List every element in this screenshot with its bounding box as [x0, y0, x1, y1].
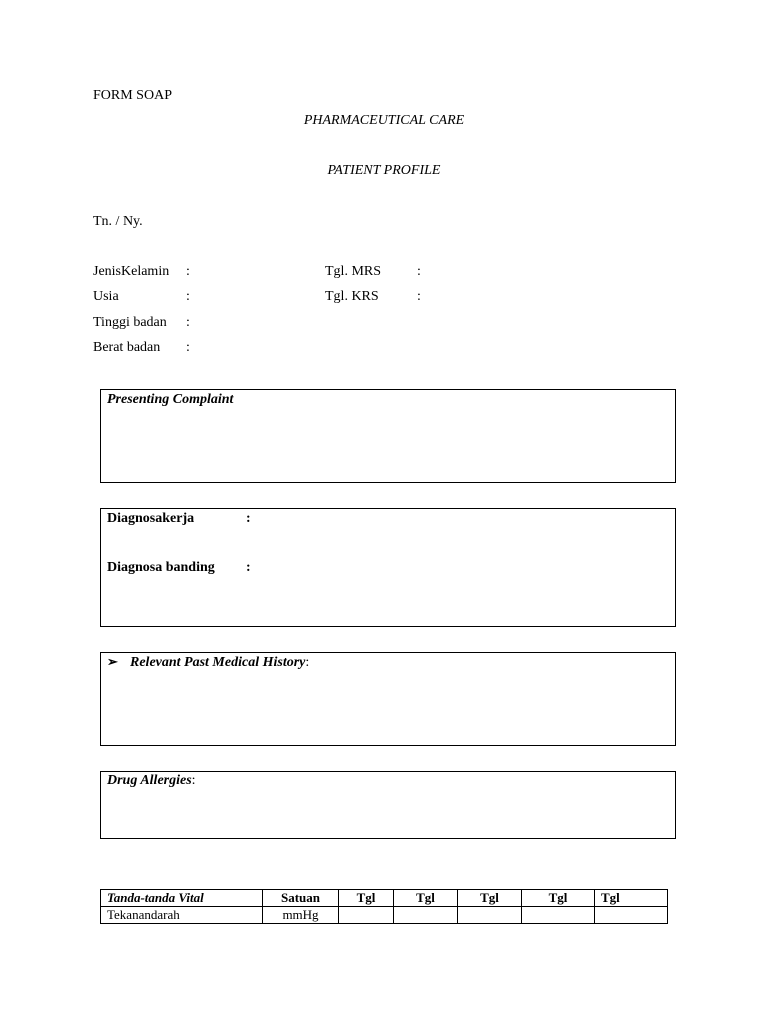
header-tgl: Tgl: [458, 890, 522, 907]
header-satuan: Satuan: [263, 890, 339, 907]
diagnosa-banding-label: Diagnosa banding: [107, 560, 215, 575]
form-title: FORM SOAP: [93, 88, 172, 103]
past-medical-history-colon: :: [305, 655, 310, 670]
subtitle: PHARMACEUTICAL CARE: [303, 113, 465, 128]
cell-unit: mmHg: [263, 907, 339, 924]
diagnosa-box: [100, 508, 676, 627]
field-berat-badan-label: Berat badan: [93, 340, 161, 355]
field-tgl-krs-label: Tgl. KRS: [325, 289, 379, 304]
diagnosa-banding-sep: :: [246, 560, 251, 575]
field-jenis-kelamin-label: JenisKelamin: [93, 264, 170, 279]
past-medical-history-label: Relevant Past Medical History: [130, 655, 306, 670]
field-tinggi-badan-label: Tinggi badan: [93, 315, 167, 330]
field-tgl-mrs-sep: :: [417, 264, 421, 279]
diagnosa-kerja-sep: :: [246, 511, 251, 526]
cell-value: [458, 907, 522, 924]
diagnosa-kerja-label: Diagnosakerja: [107, 511, 195, 526]
field-usia-sep: :: [186, 289, 190, 304]
patient-name-label: Tn. / Ny.: [93, 214, 143, 229]
cell-value: [394, 907, 458, 924]
field-berat-badan-sep: :: [186, 340, 190, 355]
table-row: [101, 907, 668, 924]
field-tgl-krs-sep: :: [417, 289, 421, 304]
drug-allergies-label: Drug Allergies: [107, 773, 192, 788]
past-medical-history-box: [100, 652, 676, 746]
field-jenis-kelamin-sep: :: [186, 264, 190, 279]
header-tgl: Tgl: [394, 890, 458, 907]
vital-signs-table: [100, 889, 668, 924]
arrow-bullet-icon: ➢: [107, 654, 118, 669]
header-tgl: Tgl: [595, 890, 668, 907]
header-tgl: Tgl: [339, 890, 394, 907]
cell-value: [339, 907, 394, 924]
cell-value: [522, 907, 595, 924]
drug-allergies-box: [100, 771, 676, 839]
cell-vital-name: Tekanandarah: [101, 907, 263, 924]
presenting-complaint-box: [100, 389, 676, 483]
section-title: PATIENT PROFILE: [327, 163, 441, 178]
field-tgl-mrs-label: Tgl. MRS: [325, 264, 382, 279]
header-tanda-vital: Tanda-tanda Vital: [101, 890, 263, 907]
field-tinggi-badan-sep: :: [186, 315, 190, 330]
drug-allergies-colon: :: [191, 773, 196, 788]
cell-value: [595, 907, 668, 924]
table-header-row: [101, 890, 668, 907]
field-usia-label: Usia: [93, 289, 119, 304]
presenting-complaint-label: Presenting Complaint: [107, 392, 234, 407]
header-tgl: Tgl: [522, 890, 595, 907]
